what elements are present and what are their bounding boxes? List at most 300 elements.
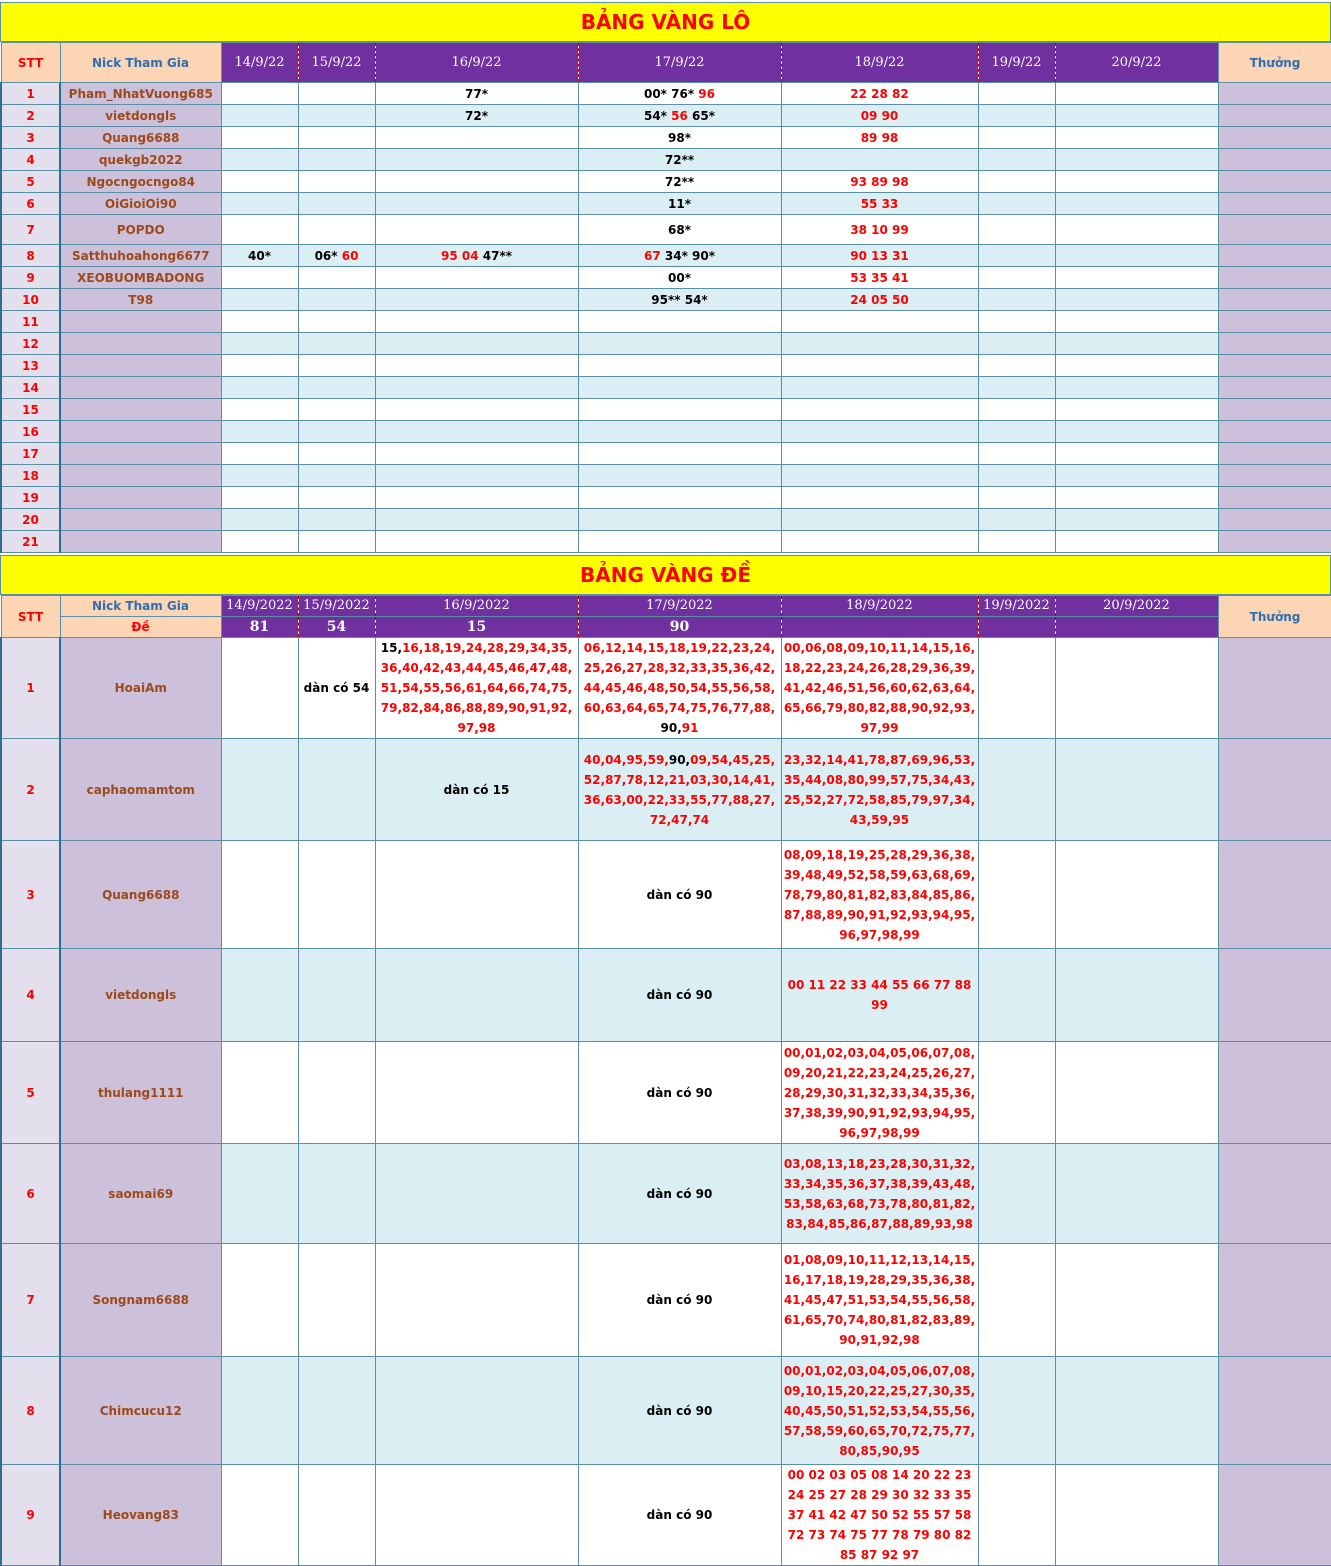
de-cell[interactable]	[375, 1357, 578, 1465]
lo-thuong-cell[interactable]	[1218, 465, 1331, 487]
lo-number-cell[interactable]	[375, 443, 578, 465]
lo-number-cell[interactable]	[781, 311, 978, 333]
lo-number-cell[interactable]	[781, 333, 978, 355]
lo-number-cell[interactable]	[978, 377, 1055, 399]
lo-nick-cell[interactable]	[60, 355, 221, 377]
lo-number-cell[interactable]	[298, 399, 375, 421]
lo-thuong-cell[interactable]	[1218, 245, 1331, 267]
de-cell[interactable]	[375, 1042, 578, 1144]
lo-nick-cell[interactable]	[60, 443, 221, 465]
lo-number-cell[interactable]	[578, 215, 781, 245]
de-cell[interactable]	[298, 1244, 375, 1357]
lo-number-cell[interactable]	[978, 465, 1055, 487]
lo-number-cell[interactable]	[298, 311, 375, 333]
de-date-header[interactable]: 14/9/2022	[221, 596, 298, 617]
lo-number-cell[interactable]	[298, 149, 375, 171]
de-cell[interactable]	[978, 1357, 1055, 1465]
lo-thuong-cell[interactable]	[1218, 289, 1331, 311]
lo-number-cell[interactable]	[978, 531, 1055, 553]
lo-number-cell[interactable]	[298, 355, 375, 377]
lo-number-cell[interactable]	[375, 127, 578, 149]
lo-stt-cell[interactable]: 18	[1, 465, 60, 487]
de-number-list[interactable]: 00,01,02,03,04,05,06,07,08,09,10,15,20,22,25,27,30,35,40,45,50,51,52,53,54,55,56,57,58,59,60,65,70,72,75,77,80,85,90,95	[781, 1357, 978, 1465]
de-cell[interactable]	[1055, 1357, 1218, 1465]
de-cell[interactable]	[375, 841, 578, 949]
lo-number-cell[interactable]	[298, 443, 375, 465]
lo-number-cell[interactable]	[298, 289, 375, 311]
lo-thuong-cell[interactable]	[1218, 377, 1331, 399]
lo-number-cell[interactable]	[221, 531, 298, 553]
lo-number-cell[interactable]	[221, 355, 298, 377]
lo-number-cell[interactable]	[578, 443, 781, 465]
lo-number-cell[interactable]	[375, 465, 578, 487]
lo-nick-cell[interactable]: Quang6688	[60, 127, 221, 149]
lo-number-cell[interactable]	[1055, 509, 1218, 531]
lo-thuong-cell[interactable]	[1218, 171, 1331, 193]
de-cell[interactable]	[1055, 1144, 1218, 1244]
lo-nick-cell[interactable]	[60, 531, 221, 553]
de-number-list[interactable]: 01,08,09,10,11,12,13,14,15,16,17,18,19,28,29,35,36,38,41,45,47,51,53,54,55,56,58,61,65,70,74,80,81,82,83,89,90,91,92,98	[781, 1244, 978, 1357]
lo-stt-cell[interactable]: 3	[1, 127, 60, 149]
de-cell[interactable]	[298, 1357, 375, 1465]
lo-number-cell[interactable]	[978, 245, 1055, 267]
de-stt-cell[interactable]: 6	[1, 1144, 60, 1244]
de-number-list[interactable]: 03,08,13,18,23,28,30,31,32,33,34,35,36,37,38,39,43,48,53,58,63,68,73,78,80,81,82,83,84,85,86,87,88,89,93,98	[781, 1144, 978, 1244]
lo-number-cell[interactable]	[978, 355, 1055, 377]
lo-number-cell[interactable]	[298, 215, 375, 245]
lo-number-cell[interactable]	[298, 127, 375, 149]
lo-number-cell[interactable]	[781, 215, 978, 245]
de-cell[interactable]	[1055, 949, 1218, 1042]
de-cell[interactable]	[221, 1042, 298, 1144]
lo-thuong-cell[interactable]	[1218, 443, 1331, 465]
de-nick-cell[interactable]: caphaomamtom	[60, 739, 221, 841]
lo-number-cell[interactable]	[781, 377, 978, 399]
de-number-list[interactable]	[578, 739, 781, 841]
de-stt-cell[interactable]: 8	[1, 1357, 60, 1465]
lo-number-cell[interactable]	[375, 311, 578, 333]
lo-nick-cell[interactable]: OiGioiOi90	[60, 193, 221, 215]
lo-number-cell[interactable]	[221, 443, 298, 465]
lo-stt-cell[interactable]: 19	[1, 487, 60, 509]
lo-number-cell[interactable]	[978, 333, 1055, 355]
lo-number-cell[interactable]	[375, 289, 578, 311]
de-nick-cell[interactable]: Quang6688	[60, 841, 221, 949]
lo-number-cell[interactable]	[1055, 245, 1218, 267]
lo-number-cell[interactable]	[221, 149, 298, 171]
lo-number-cell[interactable]	[781, 149, 978, 171]
lo-number-cell[interactable]	[1055, 311, 1218, 333]
lo-number-cell[interactable]	[1055, 289, 1218, 311]
lo-number-cell[interactable]	[978, 171, 1055, 193]
de-nick-cell[interactable]: HoaiAm	[60, 638, 221, 739]
de-cell[interactable]	[221, 1465, 298, 1566]
lo-nick-cell[interactable]	[60, 333, 221, 355]
lo-number-cell[interactable]	[978, 127, 1055, 149]
lo-number-cell[interactable]	[978, 509, 1055, 531]
lo-number-cell[interactable]	[298, 487, 375, 509]
lo-number-cell[interactable]	[1055, 215, 1218, 245]
de-cell[interactable]	[298, 739, 375, 841]
lo-number-cell[interactable]	[1055, 105, 1218, 127]
de-result-cell[interactable]	[978, 617, 1055, 638]
lo-number-cell[interactable]	[1055, 399, 1218, 421]
lo-stt-cell[interactable]: 1	[1, 83, 60, 105]
de-thuong-cell[interactable]	[1218, 1357, 1331, 1465]
de-cell[interactable]	[221, 1244, 298, 1357]
de-result-cell[interactable]: 15	[375, 617, 578, 638]
lo-number-cell[interactable]	[221, 399, 298, 421]
lo-number-cell[interactable]	[221, 245, 298, 267]
lo-nick-cell[interactable]	[60, 377, 221, 399]
lo-number-cell[interactable]	[1055, 421, 1218, 443]
lo-number-cell[interactable]	[221, 509, 298, 531]
lo-nick-cell[interactable]	[60, 509, 221, 531]
lo-number-cell[interactable]	[221, 215, 298, 245]
lo-number-cell[interactable]	[221, 127, 298, 149]
de-cell[interactable]	[978, 739, 1055, 841]
lo-stt-cell[interactable]: 10	[1, 289, 60, 311]
lo-number-cell[interactable]	[978, 193, 1055, 215]
de-stt-cell[interactable]: 1	[1, 638, 60, 739]
lo-thuong-cell[interactable]	[1218, 193, 1331, 215]
lo-stt-cell[interactable]: 2	[1, 105, 60, 127]
de-date-header[interactable]: 19/9/2022	[978, 596, 1055, 617]
de-result-cell[interactable]: 81	[221, 617, 298, 638]
lo-nick-cell[interactable]	[60, 487, 221, 509]
lo-number-cell[interactable]	[298, 421, 375, 443]
de-number-list[interactable]: 00 02 03 05 08 14 20 22 23 24 25 27 28 29 30 32 33 35 37 41 42 47 50 52 55 57 58 72 73 74 75 77 78 79 80 82 85 87 92 97	[781, 1465, 978, 1566]
lo-number-cell[interactable]	[578, 377, 781, 399]
lo-number-cell[interactable]	[978, 487, 1055, 509]
lo-number-cell[interactable]	[781, 421, 978, 443]
lo-number-cell[interactable]	[578, 333, 781, 355]
lo-number-cell[interactable]	[298, 245, 375, 267]
lo-number-cell[interactable]	[578, 531, 781, 553]
lo-stt-cell[interactable]: 20	[1, 509, 60, 531]
lo-thuong-cell[interactable]	[1218, 333, 1331, 355]
de-thuong-cell[interactable]	[1218, 1465, 1331, 1566]
de-number-list[interactable]: 00,01,02,03,04,05,06,07,08,09,20,21,22,23,24,25,26,27,28,29,30,31,32,33,34,35,36,37,38,39,90,91,92,93,94,95,96,97,98,99	[781, 1042, 978, 1144]
lo-stt-cell[interactable]: 21	[1, 531, 60, 553]
lo-number-cell[interactable]	[298, 193, 375, 215]
de-date-header[interactable]: 15/9/2022	[298, 596, 375, 617]
lo-number-cell[interactable]	[781, 83, 978, 105]
de-stt-cell[interactable]: 2	[1, 739, 60, 841]
lo-number-cell[interactable]	[1055, 333, 1218, 355]
de-stt-cell[interactable]: 3	[1, 841, 60, 949]
lo-number-cell[interactable]	[375, 399, 578, 421]
lo-number-cell[interactable]	[298, 83, 375, 105]
de-date-header[interactable]: 17/9/2022	[578, 596, 781, 617]
de-cell[interactable]	[1055, 638, 1218, 739]
de-cell[interactable]: dàn có 90	[578, 1042, 781, 1144]
lo-number-cell[interactable]	[375, 105, 578, 127]
lo-number-cell[interactable]	[1055, 193, 1218, 215]
lo-number-cell[interactable]	[221, 487, 298, 509]
lo-thuong-cell[interactable]	[1218, 267, 1331, 289]
de-stt-cell[interactable]: 7	[1, 1244, 60, 1357]
lo-number-cell[interactable]	[221, 267, 298, 289]
lo-thuong-cell[interactable]	[1218, 487, 1331, 509]
lo-number-cell[interactable]	[781, 245, 978, 267]
de-cell[interactable]	[375, 1465, 578, 1566]
lo-number-cell[interactable]	[1055, 267, 1218, 289]
lo-thuong-cell[interactable]	[1218, 531, 1331, 553]
lo-stt-cell[interactable]: 9	[1, 267, 60, 289]
lo-number-cell[interactable]	[781, 465, 978, 487]
de-cell[interactable]	[221, 1144, 298, 1244]
lo-number-cell[interactable]	[781, 531, 978, 553]
lo-date-header[interactable]: 18/9/22	[781, 43, 978, 83]
de-stt-cell[interactable]: 4	[1, 949, 60, 1042]
de-thuong-header[interactable]: Thưởng	[1218, 596, 1331, 638]
lo-thuong-cell[interactable]	[1218, 215, 1331, 245]
de-cell[interactable]	[221, 638, 298, 739]
lo-number-cell[interactable]	[298, 465, 375, 487]
lo-number-cell[interactable]	[578, 105, 781, 127]
lo-number-cell[interactable]	[375, 333, 578, 355]
de-nick-cell[interactable]: Songnam6688	[60, 1244, 221, 1357]
lo-number-cell[interactable]	[978, 289, 1055, 311]
de-cell[interactable]	[375, 1144, 578, 1244]
lo-date-header[interactable]: 15/9/22	[298, 43, 375, 83]
lo-nick-cell[interactable]: POPDO	[60, 215, 221, 245]
de-number-list[interactable]: 00 11 22 33 44 55 66 77 88 99	[781, 949, 978, 1042]
lo-number-cell[interactable]	[1055, 377, 1218, 399]
lo-thuong-cell[interactable]	[1218, 105, 1331, 127]
lo-number-cell[interactable]	[221, 171, 298, 193]
de-cell[interactable]: dàn có 90	[578, 841, 781, 949]
de-cell[interactable]	[298, 841, 375, 949]
de-stt-cell[interactable]: 9	[1, 1465, 60, 1566]
lo-number-cell[interactable]	[221, 83, 298, 105]
lo-number-cell[interactable]	[375, 267, 578, 289]
lo-number-cell[interactable]	[298, 171, 375, 193]
de-number-list[interactable]: 08,09,18,19,25,28,29,36,38,39,48,49,52,58,59,63,68,69,78,79,80,81,82,83,84,85,86,87,88,89,90,91,92,93,94,95,96,97,98,99	[781, 841, 978, 949]
lo-number-cell[interactable]	[978, 421, 1055, 443]
de-cell[interactable]	[978, 638, 1055, 739]
de-thuong-cell[interactable]	[1218, 1144, 1331, 1244]
lo-number-cell[interactable]	[375, 531, 578, 553]
lo-number-cell[interactable]	[781, 487, 978, 509]
lo-stt-cell[interactable]: 15	[1, 399, 60, 421]
lo-number-cell[interactable]	[781, 509, 978, 531]
lo-number-cell[interactable]	[221, 193, 298, 215]
lo-number-cell[interactable]	[298, 509, 375, 531]
lo-number-cell[interactable]	[578, 509, 781, 531]
de-date-header[interactable]: 18/9/2022	[781, 596, 978, 617]
lo-stt-cell[interactable]: 5	[1, 171, 60, 193]
lo-date-header[interactable]: 14/9/22	[221, 43, 298, 83]
lo-stt-cell[interactable]: 11	[1, 311, 60, 333]
lo-number-cell[interactable]	[375, 149, 578, 171]
lo-number-cell[interactable]	[1055, 487, 1218, 509]
de-nick-cell[interactable]: thulang1111	[60, 1042, 221, 1144]
lo-number-cell[interactable]	[781, 267, 978, 289]
de-cell[interactable]: dàn có 54	[298, 638, 375, 739]
lo-number-cell[interactable]	[578, 399, 781, 421]
lo-number-cell[interactable]	[375, 377, 578, 399]
lo-number-cell[interactable]	[578, 171, 781, 193]
lo-number-cell[interactable]	[1055, 465, 1218, 487]
de-date-header[interactable]: 16/9/2022	[375, 596, 578, 617]
lo-stt-cell[interactable]: 12	[1, 333, 60, 355]
lo-number-cell[interactable]	[578, 355, 781, 377]
lo-number-cell[interactable]	[1055, 355, 1218, 377]
de-cell[interactable]: dàn có 90	[578, 1465, 781, 1566]
lo-number-cell[interactable]	[1055, 149, 1218, 171]
lo-nick-cell[interactable]	[60, 311, 221, 333]
lo-thuong-cell[interactable]	[1218, 355, 1331, 377]
lo-number-cell[interactable]	[781, 289, 978, 311]
de-cell[interactable]	[298, 1042, 375, 1144]
de-stt-header[interactable]: STT	[1, 596, 60, 638]
lo-thuong-cell[interactable]	[1218, 127, 1331, 149]
lo-number-cell[interactable]	[375, 83, 578, 105]
lo-number-cell[interactable]	[298, 377, 375, 399]
lo-nick-cell[interactable]: Ngocngocngo84	[60, 171, 221, 193]
de-cell[interactable]	[978, 1042, 1055, 1144]
lo-number-cell[interactable]	[221, 377, 298, 399]
de-number-list[interactable]	[578, 638, 781, 739]
lo-number-cell[interactable]	[578, 289, 781, 311]
lo-number-cell[interactable]	[298, 333, 375, 355]
lo-number-cell[interactable]	[1055, 531, 1218, 553]
lo-stt-cell[interactable]: 4	[1, 149, 60, 171]
de-number-list[interactable]	[375, 638, 578, 739]
lo-number-cell[interactable]	[375, 355, 578, 377]
lo-number-cell[interactable]	[1055, 443, 1218, 465]
de-cell[interactable]	[1055, 841, 1218, 949]
lo-number-cell[interactable]	[221, 105, 298, 127]
lo-nick-header[interactable]: Nick Tham Gia	[60, 43, 221, 83]
lo-number-cell[interactable]	[781, 443, 978, 465]
lo-thuong-cell[interactable]	[1218, 421, 1331, 443]
lo-number-cell[interactable]	[1055, 171, 1218, 193]
de-nick-cell[interactable]: Heovang83	[60, 1465, 221, 1566]
de-cell[interactable]	[298, 1465, 375, 1566]
de-cell[interactable]	[978, 1465, 1055, 1566]
lo-nick-cell[interactable]: vietdongls	[60, 105, 221, 127]
lo-number-cell[interactable]	[578, 487, 781, 509]
de-cell[interactable]	[978, 1244, 1055, 1357]
lo-stt-cell[interactable]: 8	[1, 245, 60, 267]
de-result-cell[interactable]	[1055, 617, 1218, 638]
lo-stt-header[interactable]: STT	[1, 43, 60, 83]
lo-number-cell[interactable]	[978, 443, 1055, 465]
de-stt-cell[interactable]: 5	[1, 1042, 60, 1144]
de-cell[interactable]	[1055, 1042, 1218, 1144]
lo-stt-cell[interactable]: 6	[1, 193, 60, 215]
de-nick-header[interactable]: Nick Tham Gia	[60, 596, 221, 617]
lo-thuong-cell[interactable]	[1218, 399, 1331, 421]
de-cell[interactable]: dàn có 15	[375, 739, 578, 841]
lo-number-cell[interactable]	[978, 215, 1055, 245]
lo-number-cell[interactable]	[221, 333, 298, 355]
lo-number-cell[interactable]	[781, 105, 978, 127]
de-cell[interactable]	[298, 949, 375, 1042]
lo-stt-cell[interactable]: 7	[1, 215, 60, 245]
de-thuong-cell[interactable]	[1218, 739, 1331, 841]
lo-number-cell[interactable]	[375, 245, 578, 267]
lo-number-cell[interactable]	[781, 355, 978, 377]
de-thuong-cell[interactable]	[1218, 841, 1331, 949]
de-nick-cell[interactable]: Chimcucu12	[60, 1357, 221, 1465]
lo-number-cell[interactable]	[781, 193, 978, 215]
lo-nick-cell[interactable]	[60, 465, 221, 487]
lo-number-cell[interactable]	[221, 311, 298, 333]
lo-number-cell[interactable]	[578, 83, 781, 105]
lo-number-cell[interactable]	[781, 171, 978, 193]
lo-number-cell[interactable]	[221, 421, 298, 443]
de-cell[interactable]	[221, 841, 298, 949]
lo-thuong-cell[interactable]	[1218, 83, 1331, 105]
de-cell[interactable]	[1055, 1244, 1218, 1357]
lo-number-cell[interactable]	[978, 149, 1055, 171]
lo-number-cell[interactable]	[578, 267, 781, 289]
de-cell[interactable]	[375, 949, 578, 1042]
lo-number-cell[interactable]	[298, 105, 375, 127]
lo-thuong-header[interactable]: Thưởng	[1218, 43, 1331, 83]
de-cell[interactable]	[298, 1144, 375, 1244]
lo-thuong-cell[interactable]	[1218, 311, 1331, 333]
lo-number-cell[interactable]	[578, 149, 781, 171]
lo-number-cell[interactable]	[1055, 83, 1218, 105]
lo-nick-cell[interactable]: Pham_NhatVuong685	[60, 83, 221, 105]
lo-number-cell[interactable]	[375, 193, 578, 215]
de-cell[interactable]	[221, 949, 298, 1042]
de-cell[interactable]	[221, 1357, 298, 1465]
lo-thuong-cell[interactable]	[1218, 509, 1331, 531]
de-cell[interactable]	[1055, 739, 1218, 841]
de-thuong-cell[interactable]	[1218, 638, 1331, 739]
lo-number-cell[interactable]	[375, 509, 578, 531]
lo-number-cell[interactable]	[978, 83, 1055, 105]
de-nick-cell[interactable]: vietdongls	[60, 949, 221, 1042]
lo-thuong-cell[interactable]	[1218, 149, 1331, 171]
lo-number-cell[interactable]	[375, 421, 578, 443]
lo-stt-cell[interactable]: 17	[1, 443, 60, 465]
de-thuong-cell[interactable]	[1218, 1244, 1331, 1357]
de-number-list[interactable]: 00,06,08,09,10,11,14,15,16,18,22,23,24,26,28,29,36,39,41,42,46,51,56,60,62,63,64,65,66,79,80,82,88,90,92,93,97,99	[781, 638, 978, 739]
lo-number-cell[interactable]	[978, 105, 1055, 127]
lo-number-cell[interactable]	[375, 171, 578, 193]
de-cell[interactable]	[978, 841, 1055, 949]
lo-number-cell[interactable]	[578, 421, 781, 443]
lo-number-cell[interactable]	[781, 127, 978, 149]
de-result-cell[interactable]: 90	[578, 617, 781, 638]
lo-stt-cell[interactable]: 16	[1, 421, 60, 443]
de-nick-cell[interactable]: saomai69	[60, 1144, 221, 1244]
de-result-cell[interactable]: 54	[298, 617, 375, 638]
lo-date-header[interactable]: 20/9/22	[1055, 43, 1218, 83]
lo-nick-cell[interactable]	[60, 421, 221, 443]
lo-number-cell[interactable]	[578, 311, 781, 333]
lo-date-header[interactable]: 19/9/22	[978, 43, 1055, 83]
lo-nick-cell[interactable]	[60, 399, 221, 421]
lo-number-cell[interactable]	[978, 311, 1055, 333]
lo-stt-cell[interactable]: 14	[1, 377, 60, 399]
lo-date-header[interactable]: 17/9/22	[578, 43, 781, 83]
lo-number-cell[interactable]	[298, 267, 375, 289]
lo-number-cell[interactable]	[578, 465, 781, 487]
lo-number-cell[interactable]	[781, 399, 978, 421]
de-label-header[interactable]: Đề	[60, 617, 221, 638]
lo-number-cell[interactable]	[578, 127, 781, 149]
lo-number-cell[interactable]	[978, 267, 1055, 289]
de-cell[interactable]	[375, 1244, 578, 1357]
